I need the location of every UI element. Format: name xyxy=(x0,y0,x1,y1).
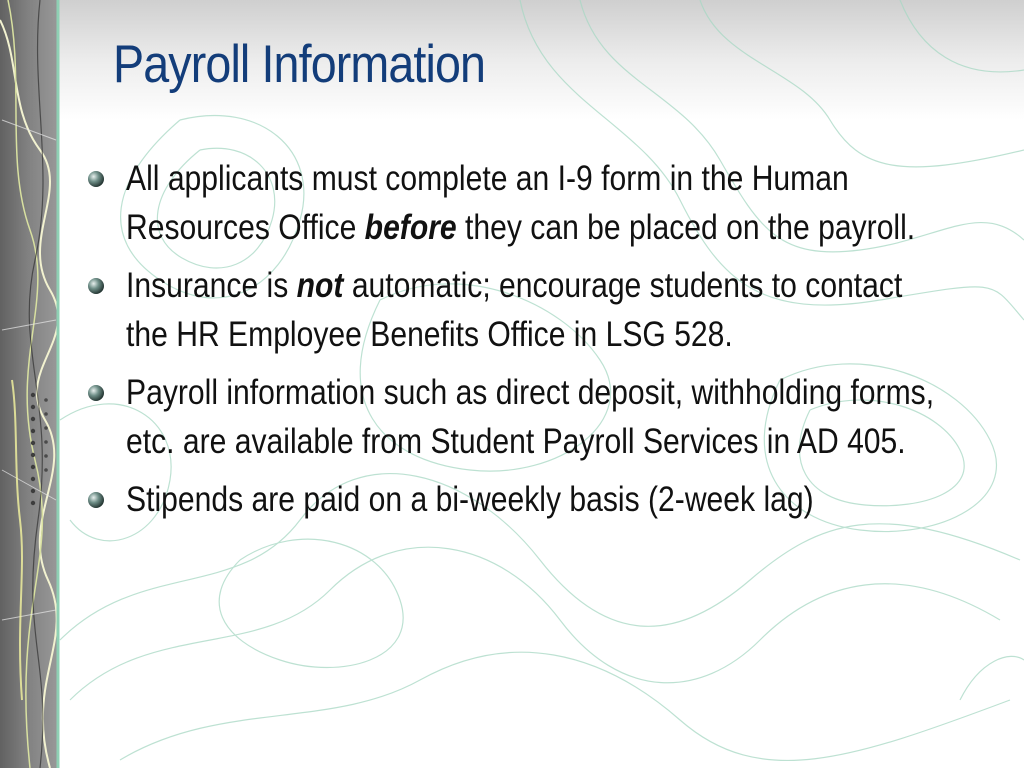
bullet-text: Insurance is not automatic; encourage students to contact the HR Employee Benefits Office in LSG 528. xyxy=(126,266,903,354)
emphasis-before: before xyxy=(364,208,457,247)
bullet-list xyxy=(87,154,987,533)
emphasis-not: not xyxy=(296,266,344,305)
bullet-item xyxy=(87,154,987,252)
bullet-item xyxy=(87,261,987,359)
bullet-item xyxy=(87,368,987,466)
slide-title: Payroll Information xyxy=(113,35,486,94)
left-map-strip xyxy=(0,0,58,768)
sphere-bullet-icon xyxy=(87,491,105,509)
bullet-item xyxy=(87,475,987,524)
bullet-text: Stipends are paid on a bi-weekly basis (2-week lag) xyxy=(126,480,814,519)
sphere-bullet-icon xyxy=(87,170,105,188)
sphere-bullet-icon xyxy=(87,384,105,402)
sphere-bullet-icon xyxy=(87,277,105,295)
bullet-text: All applicants must complete an I-9 form in the Human Resources Office before they can be placed on the payroll. xyxy=(126,159,916,247)
bullet-text: Payroll information such as direct deposit, withholding forms, etc. are available from Student Payroll Services in AD 405. xyxy=(126,373,935,461)
